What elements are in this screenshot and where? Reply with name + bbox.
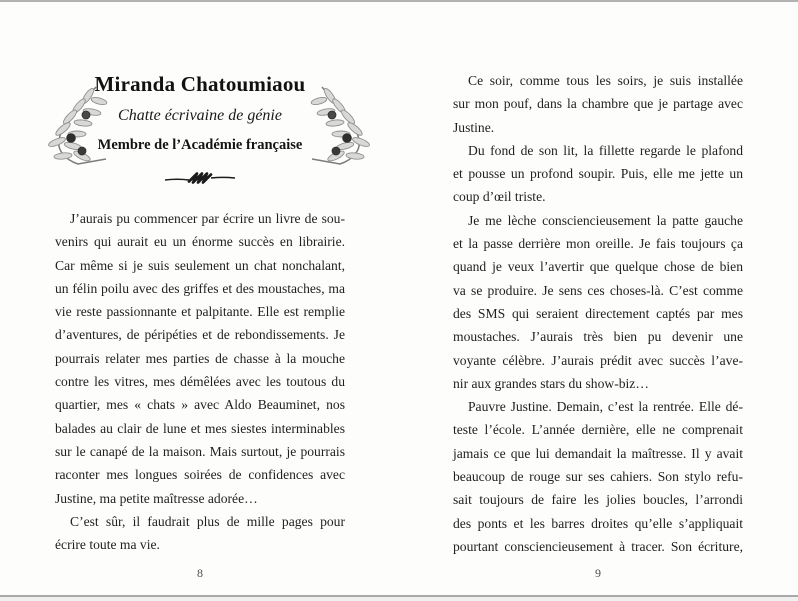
text-line: C’est sûr, il faudrait plus de mille pages pour <box>70 513 345 529</box>
text-line: beaucoup de rouge sur ses cahiers. Son stylo refu- <box>453 469 743 485</box>
text-line: écrire toute ma vie. <box>55 537 160 553</box>
text-line: teste l’école. L’année dernière, elle ne comprenait <box>453 422 743 438</box>
text-line: jamais ce que lui demandait la maîtresse. Il y avait <box>453 445 743 461</box>
squiggle-divider-icon <box>164 170 236 187</box>
page-bottom-margin <box>0 597 798 601</box>
text-line: et la passe derrière mon oreille. Je fais toujours ça <box>453 236 743 252</box>
text-line: voyante célèbre. J’aurais prédit avec succès l’ave- <box>453 352 743 368</box>
text-line: sait toujours de faire les jolies boucles, l’arrondi <box>453 492 743 508</box>
text-line: Ce soir, comme tous les soirs, je suis installée <box>468 73 743 88</box>
author-name: Miranda Chatoumiaou <box>94 72 306 96</box>
text-line: coup d’œil triste. <box>453 189 546 205</box>
text-line: un félin poilu avec des griffes et des moustaches, ma <box>55 280 345 296</box>
section-divider <box>55 170 345 187</box>
olive-branch-right-icon <box>301 84 383 178</box>
text-line: quand je veux l’avertir que quelque chose de bien <box>453 259 743 275</box>
text-line: et pousse un profond soupir. Puis, elle me jette un <box>453 166 743 182</box>
text-line: sur mon pouf, dans la chambre que je partage avec <box>453 96 743 112</box>
author-affiliation: Membre de l’Académie française <box>97 137 303 153</box>
text-line: moustaches. J’aurais très bien pu devenir une <box>453 329 743 345</box>
page-number-right: 9 <box>595 566 601 580</box>
text-line: Car même si je suis seulement un chat nonchalant, <box>55 257 345 273</box>
text-line: raconter mes longues soirées de confidences avec <box>55 467 345 483</box>
page-right-text <box>453 69 743 558</box>
text-line: Pauvre Justine. Demain, c’est la rentrée. Elle dé- <box>468 399 743 415</box>
text-line: Justine, ma petite maîtresse adorée… <box>55 490 258 506</box>
text-line: d’aventures, de péripéties et de rebondissements. Je <box>55 327 345 343</box>
text-line: nir aux grandes stars du show-biz… <box>453 375 649 391</box>
text-line: quartier, mes « chats » avec Aldo Beauminet, nos <box>55 397 345 413</box>
text-line: pourtant consciencieusement à tracer. Son écriture, <box>453 538 743 554</box>
text-line: Je me lèche consciencieusement la patte gauche <box>468 212 743 228</box>
text-line: des SMS qui seraient directement captés par mes <box>453 305 743 321</box>
text-line: venirs qui aurait eu un énorme succès en librairie. <box>55 234 345 250</box>
text-line: contre les vitres, mes démêlées avec les toutous du <box>55 374 345 390</box>
olive-branch-left-icon <box>35 84 117 178</box>
text-line: des ponts et les barres droites qu’elle s’appliquait <box>453 515 743 531</box>
text-line: va se produire. Je sens ces choses-là. C’est comme <box>453 282 743 298</box>
page-number-left: 8 <box>197 566 203 580</box>
text-line: vie reste passionnante et palpitante. Elle est remplie <box>55 304 345 320</box>
page-left-text <box>55 207 345 556</box>
text-line: pourrais relater mes parties de chasse à la mouche <box>55 350 345 366</box>
text-line: sur le canapé de la maison. Mais surtout, je pourrais <box>55 443 345 459</box>
text-line: balades au clair de lune et mes siestes interminables <box>55 420 345 436</box>
text-line: J’aurais pu commencer par écrire un livre de sou- <box>70 211 345 226</box>
text-line: Justine. <box>453 119 495 135</box>
author-role: Chatte écrivaine de génie <box>118 107 282 124</box>
text-line: Du fond de son lit, la fillette regarde le plafond <box>468 142 743 158</box>
page-top-edge <box>0 0 798 2</box>
